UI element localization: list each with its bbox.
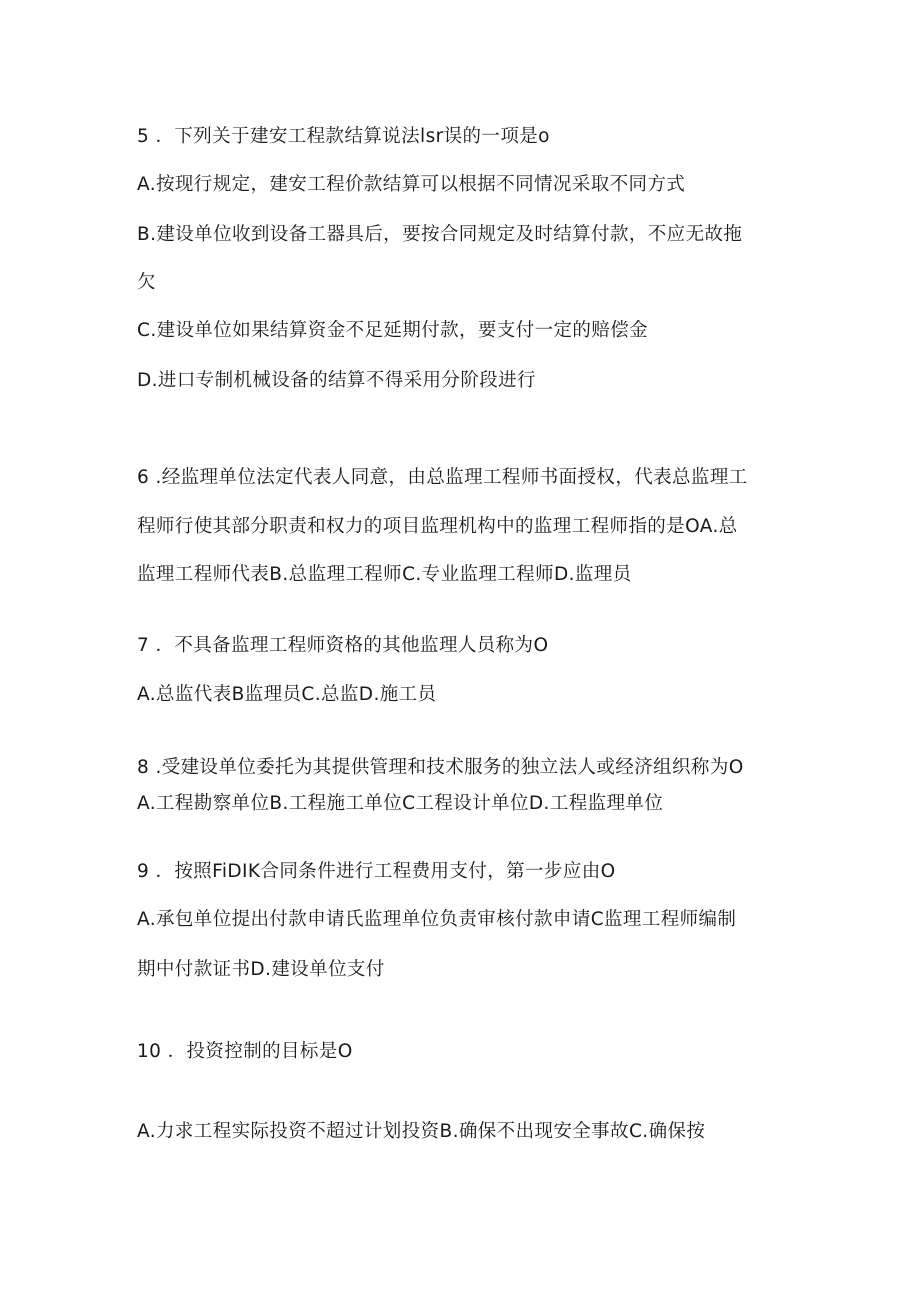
question-5-option-b-continued: 欠	[137, 272, 156, 293]
question-9-stem: 9 ．按照FiDIK合同条件进行工程费用支付，第一步应由O	[137, 861, 616, 882]
question-7-options: A.总监代表B监理员C.总监D.施工员	[137, 684, 437, 705]
question-5-option-b: B.建设单位收到设备工器具后，要按合同规定及时结算付款，不应无故拖	[137, 224, 743, 245]
question-8-options: A.工程勘察单位B.工程施工单位C工程设计单位D.工程监理单位	[137, 793, 664, 814]
question-9-options: A.承包单位提出付款申请氏监理单位负责审核付款申请C监理工程师编制	[137, 909, 737, 930]
question-8-stem: 8 .受建设单位委托为其提供管理和技术服务的独立法人或经济组织称为O	[137, 757, 744, 778]
question-5-option-d: D.进口专制机械设备的结算不得采用分阶段进行	[137, 370, 536, 391]
question-10-options: A.力求工程实际投资不超过计划投资B.确保不出现安全事故C.确保按	[137, 1121, 706, 1142]
question-6-stem: 6 .经监理单位法定代表人同意，由总监理工程师书面授权，代表总监理工	[137, 467, 748, 488]
question-10-stem: 10 ．投资控制的目标是O	[137, 1041, 353, 1062]
question-7-stem: 7 ．不具备监理工程师资格的其他监理人员称为O	[137, 635, 549, 656]
question-6-stem-continued: 程师行使其部分职责和权力的项目监理机构中的监理工程师指的是OA.总	[137, 516, 738, 537]
question-5-option-a: A.按现行规定，建安工程价款结算可以根据不同情况采取不同方式	[137, 174, 686, 195]
question-5-option-c: C.建设单位如果结算资金不足延期付款，要支付一定的赔偿金	[137, 320, 649, 341]
question-5-stem: 5 ．下列关于建安工程款结算说法lsr误的一项是o	[137, 126, 550, 147]
question-9-options-continued: 期中付款证书D.建设单位支付	[137, 959, 385, 980]
question-6-options: 监理工程师代表B.总监理工程师C.专业监理工程师D.监理员	[137, 564, 632, 585]
